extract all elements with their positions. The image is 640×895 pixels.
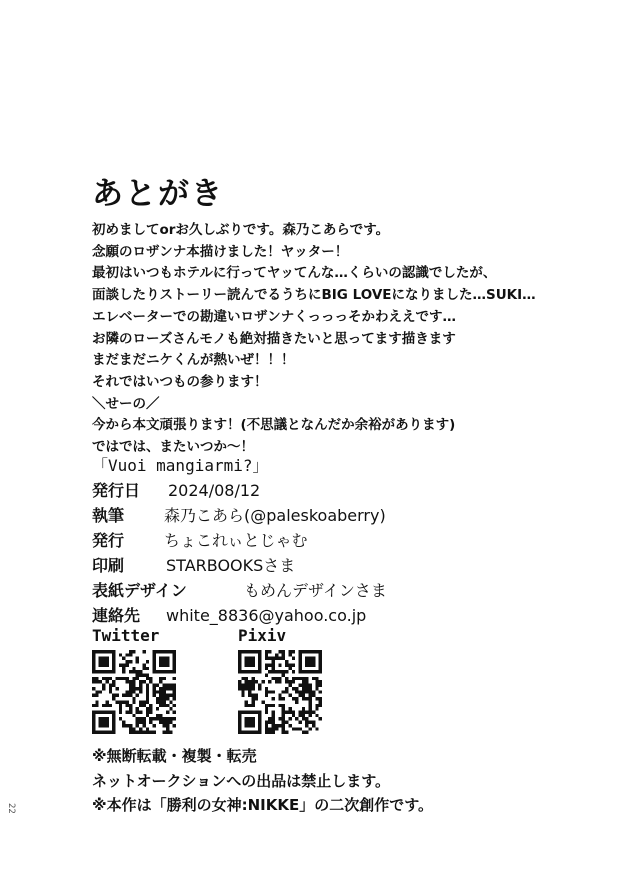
- colophon-row-author: [92, 503, 612, 528]
- afterword-line: それではいつもの参ります！: [92, 373, 268, 390]
- pixiv-qr-code-icon[interactable]: [238, 650, 322, 734]
- afterword-line: エレベーターでの勘違いロザンナくっっっそかわええです…: [92, 308, 456, 325]
- twitter-qr-code-icon[interactable]: [92, 650, 176, 734]
- author-value: 森乃こあら(@paleskoaberry): [164, 506, 386, 525]
- note-line: ネットオークションへの出品は禁止します。: [92, 771, 391, 790]
- note-line: ※無断転載・複製・転売: [92, 747, 257, 765]
- printer-label: 印刷: [92, 556, 125, 575]
- colophon-row-printer: [92, 553, 612, 578]
- colophon-row-publisher: [92, 528, 612, 553]
- legal-notes: [92, 744, 612, 818]
- cover-design-value: もめんデザインさま: [244, 581, 387, 600]
- printer-value: STARBOOKSさま: [166, 556, 296, 575]
- afterword-line: ではでは、またいつか～！: [92, 439, 254, 456]
- book-title: 「Vuoi mangiarmi?」: [92, 456, 269, 475]
- note-line: ※本作は「勝利の女神:NIKKE」の二次創作です。: [92, 796, 434, 814]
- afterword-body: [92, 220, 612, 459]
- author-label: 執筆: [92, 506, 125, 525]
- publisher-label: 発行: [92, 531, 125, 550]
- date-value: 2024/08/12: [168, 481, 261, 500]
- afterword-line: お隣のローズさんモノも絶対描きたいと思ってます描きます: [92, 330, 456, 347]
- afterword-line: 念願のロザンナ本描けました！ヤッター！: [92, 243, 349, 260]
- colophon-row-contact: [92, 603, 612, 628]
- pixiv-label: Pixiv: [238, 626, 287, 645]
- afterword-title: あとがき: [92, 176, 224, 212]
- afterword-line: 最初はいつもホテルに行ってヤッてんな…くらいの認識でしたが、: [92, 265, 497, 282]
- afterword-line: 面談したりストーリー読んでるうちにBIG LOVEになりました…SUKI…: [92, 287, 536, 304]
- afterword-line: 今から本文頑張ります！(不思議となんだか余裕があります): [92, 417, 456, 434]
- afterword-line: 初めましてorお久しぶりです。森乃こあらです。: [92, 222, 390, 238]
- colophon-row-date: [92, 478, 612, 503]
- contact-label: 連絡先: [92, 606, 141, 625]
- twitter-label: Twitter: [92, 626, 160, 645]
- publisher-value: ちょこれぃとじゃむ: [164, 531, 308, 550]
- afterword-line: まだまだニケくんが熱いぜ！！！: [92, 352, 295, 369]
- colophon: [92, 453, 612, 628]
- afterword-line: ＼せーの／: [92, 395, 160, 412]
- cover-design-label: 表紙デザイン: [92, 581, 187, 600]
- contact-email: white_8836@yahoo.co.jp: [166, 606, 367, 625]
- page-number: 22: [6, 803, 16, 814]
- colophon-row-cover: [92, 578, 612, 603]
- date-label: 発行日: [92, 481, 141, 500]
